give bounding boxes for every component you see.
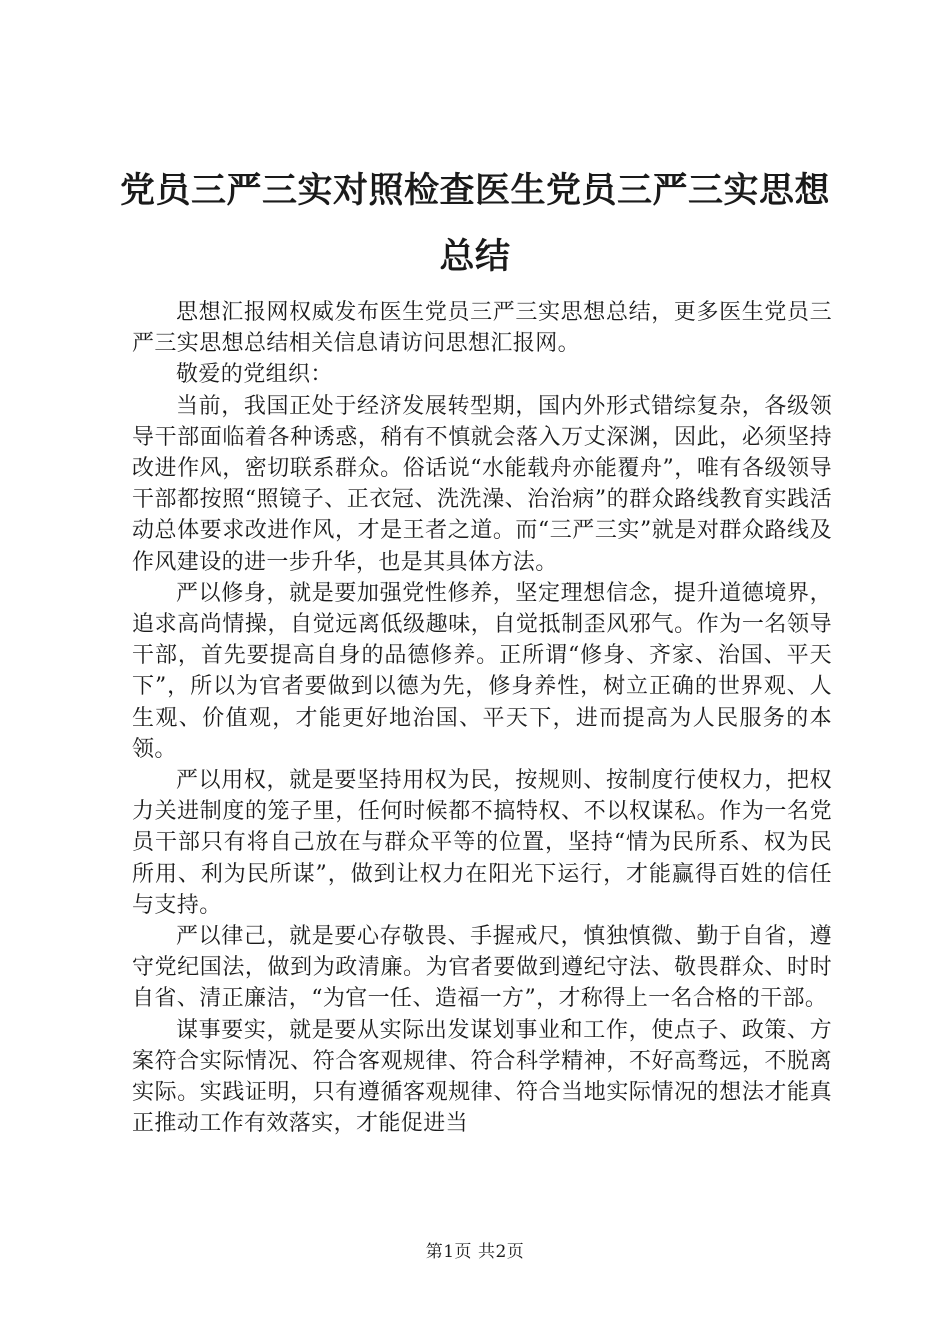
document-title: 党员三严三实对照检查医生党员三严三实思想总结 xyxy=(119,170,830,277)
paragraph-background: 当前，我国正处于经济发展转型期，国内外形式错综复杂，各级领导干部面临着各种诱惑，稍有不慎就会落入万丈深渊，因此，必须坚持改进作风，密切联系群众。俗话说“水能载舟亦能覆舟”，唯有各级领导干部都按照“照镜子、正衣冠、洗洗澡、治治病”的群众路线教育实践活动总体要求改进作风，才是王者之道。而“三严三实”就是对群众路线及作风建设的进一步升华，也是其具体方法。 xyxy=(132,393,832,575)
paragraph-salutation: 敬爱的党组织： xyxy=(176,362,333,388)
paragraph-intro: 思想汇报网权威发布医生党员三严三实思想总结，更多医生党员三严三实思想总结相关信息请访问思想汇报网。 xyxy=(132,300,832,357)
page-number-footer: 第1页 共2页 xyxy=(425,1242,525,1262)
paragraph-self-discipline: 严以律己，就是要心存敬畏、手握戒尺，慎独慎微、勤于自省，遵守党纪国法，做到为政清廉。为官者要做到遵纪守法、敬畏群众、时时自省、清正廉洁，“为官一任、造福一方”，才称得上一名合格的干部。 xyxy=(132,924,832,1012)
paragraph-self-cultivation: 严以修身，就是要加强党性修养，坚定理想信念，提升道德境界，追求高尚情操，自觉远离低级趣味，自觉抵制歪风邪气。作为一名领导干部，首先要提高自身的品德修养。正所谓“修身、齐家、治国、平天下”，所以为官者要做到以德为先，修身养性，树立正确的世界观、人生观、价值观，才能更好地治国、平天下，进而提高为人民服务的本领。 xyxy=(132,580,832,762)
paragraph-use-of-power: 严以用权，就是要坚持用权为民，按规则、按制度行使权力，把权力关进制度的笼子里，任何时候都不搞特权、不以权谋私。作为一名党员干部只有将自己放在与群众平等的位置，坚持“情为民所系、权为民所用、利为民所谋”，做到让权力在阳光下运行，才能赢得百姓的信任与支持。 xyxy=(132,768,832,918)
document-body xyxy=(132,297,832,1139)
paragraph-practical-planning: 谋事要实，就是要从实际出发谋划事业和工作，使点子、政策、方案符合实际情况、符合客观规律、符合科学精神，不好高骛远，不脱离实际。实践证明，只有遵循客观规律、符合当地实际情况的想法才能真正推动工作有效落实，才能促进当 xyxy=(132,1017,832,1137)
